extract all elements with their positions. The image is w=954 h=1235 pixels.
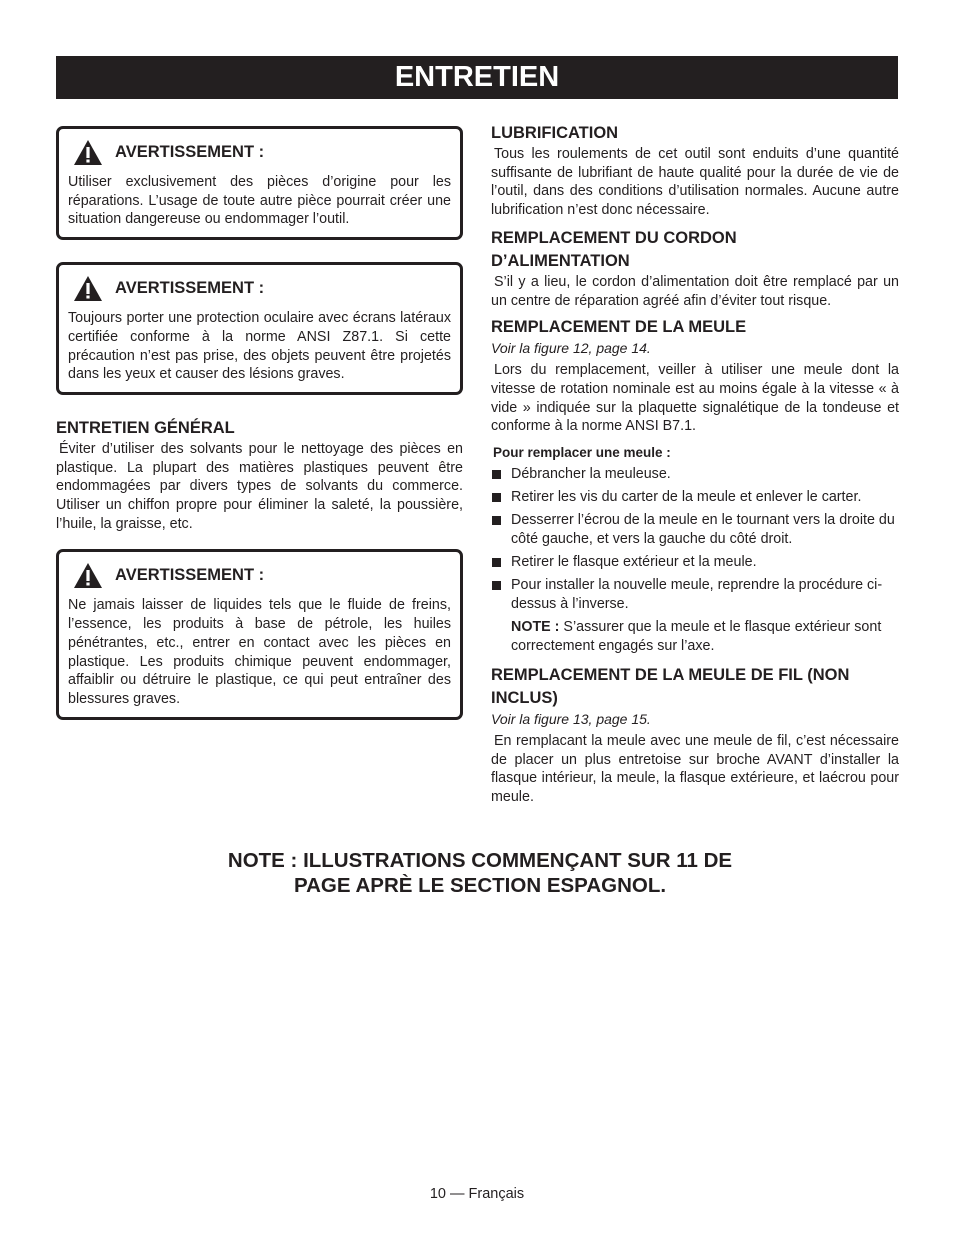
warning-title: AVERTISSEMENT : xyxy=(115,565,265,584)
list-item: Pour installer la nouvelle meule, reprendre la procédure ci-dessus à l’inverse. xyxy=(491,576,899,614)
general-maintenance-text: Éviter d’utiliser des solvants pour le nettoyage des pièces en plastique. La plupart des matières plastiques peuvent être endommagées par divers types de solvants du commerce. Utiliser un chiffon propre pour éliminer la saleté, la poussière, l’huile, la graisse, etc. xyxy=(56,440,463,532)
warning-header xyxy=(73,273,451,303)
list-item: Débrancher la meuleuse. xyxy=(491,465,899,484)
note-label: NOTE : xyxy=(511,619,560,636)
warning-triangle-icon xyxy=(73,275,103,302)
warning-header xyxy=(73,137,451,167)
wheel-text: Lors du remplacement, veiller à utiliser une meule dont la vitesse de rotation nominale est au moins égale à la vitesse « à vide » indiquée sur la plaquette signalétique de la tondeuse et conforme à la norme ANSI B7.1. xyxy=(491,362,899,435)
illustrations-note-line2: PAGE APRÈ LE SECTION ESPAGNOL. xyxy=(293,874,667,897)
cord-heading-line2: D’ALIMENTATION xyxy=(491,251,630,270)
wheel-subheading: Pour remplacer une meule : xyxy=(493,445,671,461)
cord-heading-line1: REMPLACEMENT DU CORDON xyxy=(491,228,737,247)
general-maintenance-heading: ENTRETIEN GÉNÉRAL xyxy=(56,418,235,437)
bullet-square-icon xyxy=(492,581,501,590)
bullet-square-icon xyxy=(492,493,501,502)
bullet-square-icon xyxy=(492,470,501,479)
lubrication-heading: LUBRIFICATION xyxy=(491,124,619,142)
warning-title: AVERTISSEMENT : xyxy=(115,278,265,297)
warning-text: Toujours porter une protection oculaire avec écrans latéraux certifiée conforme à la norme ANSI Z87.1. Si cette précaution n’est pas prise, des objets peuvent être projetés dans les yeux et causer des lésions graves. xyxy=(68,310,451,383)
warning-title: AVERTISSEMENT : xyxy=(115,142,265,161)
wire-wheel-heading: REMPLACEMENT DE LA MEULE DE FIL (NON INCLUS) xyxy=(491,666,850,708)
warning-box-1 xyxy=(56,126,463,240)
warning-triangle-icon xyxy=(73,562,103,589)
bullet-square-icon xyxy=(492,558,501,567)
page-footer: 10 — Français xyxy=(429,1186,525,1202)
note-text: S’assurer que la meule et le flasque extérieur sont correctement engagés sur l’axe. xyxy=(511,619,882,655)
warning-header xyxy=(73,560,451,590)
warning-box-3 xyxy=(56,549,463,719)
illustrations-note xyxy=(150,848,810,898)
list-item: Desserrer l’écrou de la meule en le tournant vers la droite du côté gauche, et vers la gauche du côté droit. xyxy=(491,511,899,549)
left-column xyxy=(56,126,463,742)
page-title: ENTRETIEN xyxy=(56,56,898,99)
lubrication-text: Tous les roulements de cet outil sont enduits d’une quantité suffisante de lubrifiant de haute qualité pour la durée de vie de l’outil, dans des conditions d’utilisation normales. Aucune autre lubrification n’est donc nécessaire. xyxy=(491,146,899,219)
bullet-square-icon xyxy=(492,516,501,525)
cord-text: S’il y a lieu, le cordon d’alimentation doit être remplacé par un un centre de réparation agréé afin d’éviter tout risque. xyxy=(491,273,899,309)
wheel-note xyxy=(491,618,899,656)
warning-triangle-icon xyxy=(73,139,103,166)
warning-text: Utiliser exclusivement des pièces d’origine pour les réparations. L’usage de toute autre pièce pourrait créer une situation dangereuse ou endommager l’outil. xyxy=(68,174,451,228)
list-item: Retirer les vis du carter de la meule et enlever le carter. xyxy=(491,488,899,507)
wire-wheel-figure-ref: Voir la figure 13, page 15. xyxy=(491,711,651,728)
warning-box-2 xyxy=(56,262,463,395)
wheel-steps-list xyxy=(491,465,899,614)
list-item: Retirer le flasque extérieur et la meule. xyxy=(491,553,899,572)
wire-wheel-text: En remplacant la meule avec une meule de fil, c’est nécessaire de placer un plus entretoise sur broche AVANT d’installer la flasque intérieur, la meule, la flasque extérieure, et laécrou pour meule. xyxy=(491,733,899,806)
wheel-heading: REMPLACEMENT DE LA MEULE xyxy=(491,318,747,337)
wheel-figure-ref: Voir la figure 12, page 14. xyxy=(491,340,651,357)
warning-text: Ne jamais laisser de liquides tels que le fluide de freins, l’essence, les produits à base de pétrole, les huiles pénétrantes, etc., entrer en contact avec les pièces en plastique. Les produits chimique peuvent endommager, affaiblir ou détruire le plastique, ce qui peut entraîner des blessures graves. xyxy=(68,597,451,707)
illustrations-note-line1: NOTE : ILLUSTRATIONS COMMENÇANT SUR 11 DE xyxy=(227,849,733,872)
right-column xyxy=(491,122,899,807)
